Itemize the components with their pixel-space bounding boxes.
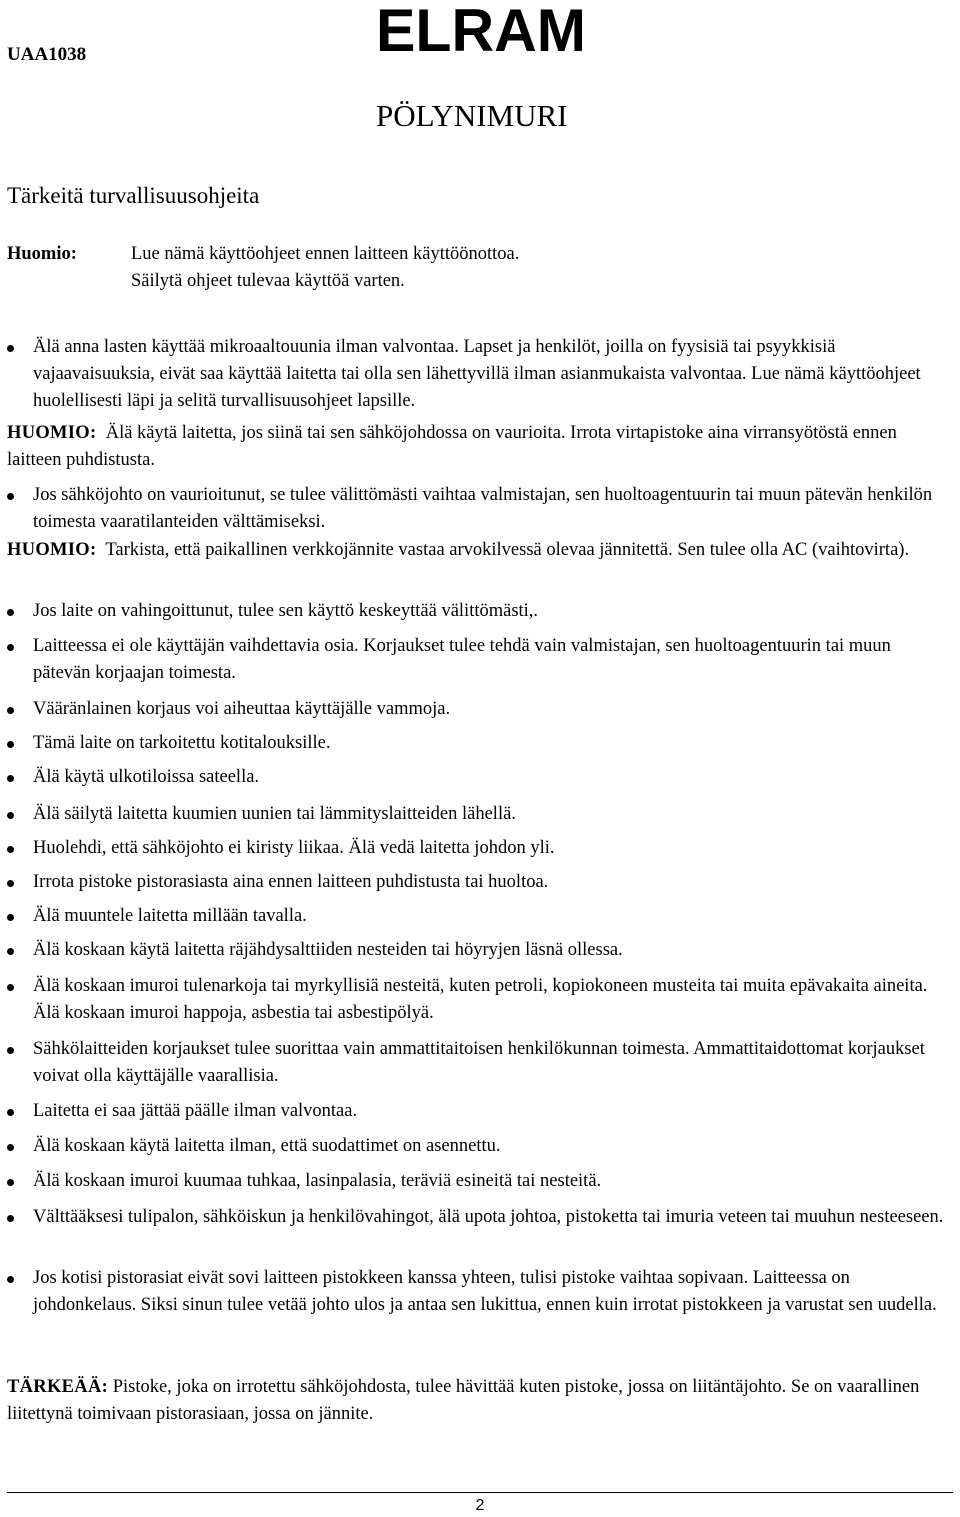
bullet-icon	[7, 1179, 14, 1186]
bullet-icon	[7, 1144, 14, 1151]
important-text: Pistoke, joka on irrotettu sähköjohdosta, tulee hävittää kuten pistoke, jossa on liitäntäjohto. Se on vaarallinen liitettynä toimivaan pistorasiaan, jossa on jännite.	[7, 1377, 920, 1424]
list-item	[33, 696, 953, 723]
bullet-icon	[7, 741, 14, 748]
list-item	[33, 334, 953, 415]
bullet-icon	[7, 775, 14, 782]
bullet-icon	[7, 984, 14, 991]
bullet-icon	[7, 914, 14, 921]
bullet-icon	[7, 493, 14, 500]
list-item-text: Jos laite on vahingoittunut, tulee sen käyttö keskeyttää välittömästi,.	[33, 601, 539, 621]
bullet-icon	[7, 846, 14, 853]
bullet-icon	[7, 1047, 14, 1054]
list-item-text: Älä käytä ulkotiloissa sateella.	[33, 767, 260, 787]
list-item-text: Jos kotisi pistorasiat eivät sovi laitteen pistokkeen kanssa yhteen, tulisi pistoke vaihtaa sopivaan. Laitteessa on johdonkelaus. Siksi sinun tulee vetää johto ulos ja antaa sen lukittua, ennen kuin irrotat pistokkeen ja varustat sen uudella.	[33, 1268, 937, 1315]
list-item-text: Älä muuntele laitetta millään tavalla.	[33, 906, 307, 926]
list-item-text: Älä koskaan käytä laitetta räjähdysalttiiden nesteiden tai höyryjen läsnä ollessa.	[33, 940, 623, 960]
list-item	[33, 937, 953, 964]
elram-logo	[376, 6, 586, 54]
list-item	[33, 1265, 953, 1319]
list-item-text: Älä anna lasten käyttää mikroaaltouunia ilman valvontaa. Lapset ja henkilöt, joilla on fyysisiä tai psyykkisiä vajaavaisuuksia, eivät saa käyttää laitetta tai olla sen lähettyvillä ilman asianmukaista valvontaa. Lue nämä käyttöohjeet huolellisesti läpi ja selitä turvallisuusohjeet lapsille.	[33, 337, 921, 411]
list-item-text: Irrota pistoke pistorasiasta aina ennen laitteen puhdistusta tai huoltoa.	[33, 872, 549, 892]
list-item	[33, 835, 953, 862]
list-item	[33, 482, 953, 536]
important-label: TÄRKEÄÄ:	[7, 1377, 109, 1397]
list-item-text: Älä koskaan imuroi tulenarkoja tai myrkyllisiä nesteitä, kuten petroli, kopiokoneen musteita tai muita epävakaita aineita. Älä koskaan imuroi happoja, asbestia tai asbestipölyä.	[33, 976, 928, 1023]
list-item	[33, 1098, 953, 1125]
list-item	[33, 801, 953, 828]
list-item-text: Sähkölaitteiden korjaukset tulee suorittaa vain ammattitaitoisen henkilökunnan toimesta. Ammattitaidottomat korjaukset voivat olla käyttäjälle vaarallisia.	[33, 1039, 925, 1086]
list-item-text: Älä säilytä laitetta kuumien uunien tai lämmityslaitteiden lähellä.	[33, 804, 516, 824]
list-item	[33, 869, 953, 896]
bullet-icon	[7, 948, 14, 955]
page-title: PÖLYNIMURI	[376, 98, 568, 133]
bullet-icon	[7, 644, 14, 651]
list-item-text: Vääränlainen korjaus voi aiheuttaa käyttäjälle vammoja.	[33, 699, 451, 719]
notice-line-2: Säilytä ohjeet tulevaa käyttöä varten.	[131, 271, 405, 291]
list-item-text: Jos sähköjohto on vaurioitunut, se tulee välittömästi vaihtaa valmistajan, sen huoltoagentuurin tai muun pätevän henkilön toimesta vaaratilanteiden välttämiseksi.	[33, 485, 933, 532]
list-item-text: Välttääksesi tulipalon, sähköiskun ja henkilövahingot, älä upota johtoa, pistoketta tai imuria veteen tai muuhun nesteeseen.	[33, 1207, 944, 1227]
page-number: 2	[475, 1497, 485, 1514]
notice-label: Huomio:	[7, 244, 77, 264]
list-item-text: Laitetta ei saa jättää päälle ilman valvontaa.	[33, 1101, 358, 1121]
list-item	[33, 1133, 953, 1160]
warning-text: Älä käytä laitetta, jos siinä tai sen sähköjohdossa on vaurioita. Irrota virtapistoke aina virransyötöstä ennen laitteen puhdistusta.	[7, 423, 897, 470]
notice-line-1: Lue nämä käyttöohjeet ennen laitteen käyttöönottoa.	[131, 244, 520, 264]
important-note	[7, 1374, 952, 1428]
footer-divider	[7, 1492, 953, 1493]
list-item-text: Laitteessa ei ole käyttäjän vaihdettavia osia. Korjaukset tulee tehdä vain valmistajan, sen huoltoagentuurin tai muun pätevän korjaajan toimesta.	[33, 636, 891, 683]
list-item	[33, 633, 953, 687]
model-code: UAA1038	[7, 44, 87, 65]
bullet-icon	[7, 1109, 14, 1116]
list-item	[33, 1204, 953, 1231]
bullet-icon	[7, 812, 14, 819]
bullet-icon	[7, 609, 14, 616]
bullet-icon	[7, 707, 14, 714]
bullet-icon	[7, 880, 14, 887]
list-item	[33, 973, 953, 1027]
bullet-icon	[7, 1215, 14, 1222]
list-item	[33, 730, 953, 757]
bullet-icon	[7, 345, 14, 352]
bullet-icon	[7, 1276, 14, 1283]
warning-label: HUOMIO:	[7, 540, 97, 560]
list-item-text: Tämä laite on tarkoitettu kotitalouksille.	[33, 733, 331, 753]
warning-label: HUOMIO:	[7, 423, 97, 443]
list-item	[33, 1036, 953, 1090]
list-item-text: Älä koskaan käytä laitetta ilman, että suodattimet on asennettu.	[33, 1136, 501, 1156]
list-item	[33, 1168, 953, 1195]
section-heading: Tärkeitä turvallisuusohjeita	[7, 183, 260, 208]
warning-note-2	[7, 537, 952, 564]
svg-text:ELRAM: ELRAM	[376, 6, 586, 54]
warning-text: Tarkista, että paikallinen verkkojännite vastaa arvokilvessä olevaa jännitettä. Sen tulee olla AC (vaihtovirta).	[105, 540, 910, 560]
list-item	[33, 598, 953, 625]
list-item	[33, 903, 953, 930]
list-item-text: Älä koskaan imuroi kuumaa tuhkaa, lasinpalasia, teräviä esineitä tai nesteitä.	[33, 1171, 602, 1191]
list-item-text: Huolehdi, että sähköjohto ei kiristy liikaa. Älä vedä laitetta johdon yli.	[33, 838, 555, 858]
list-item	[33, 764, 953, 791]
warning-note-1	[7, 420, 952, 474]
